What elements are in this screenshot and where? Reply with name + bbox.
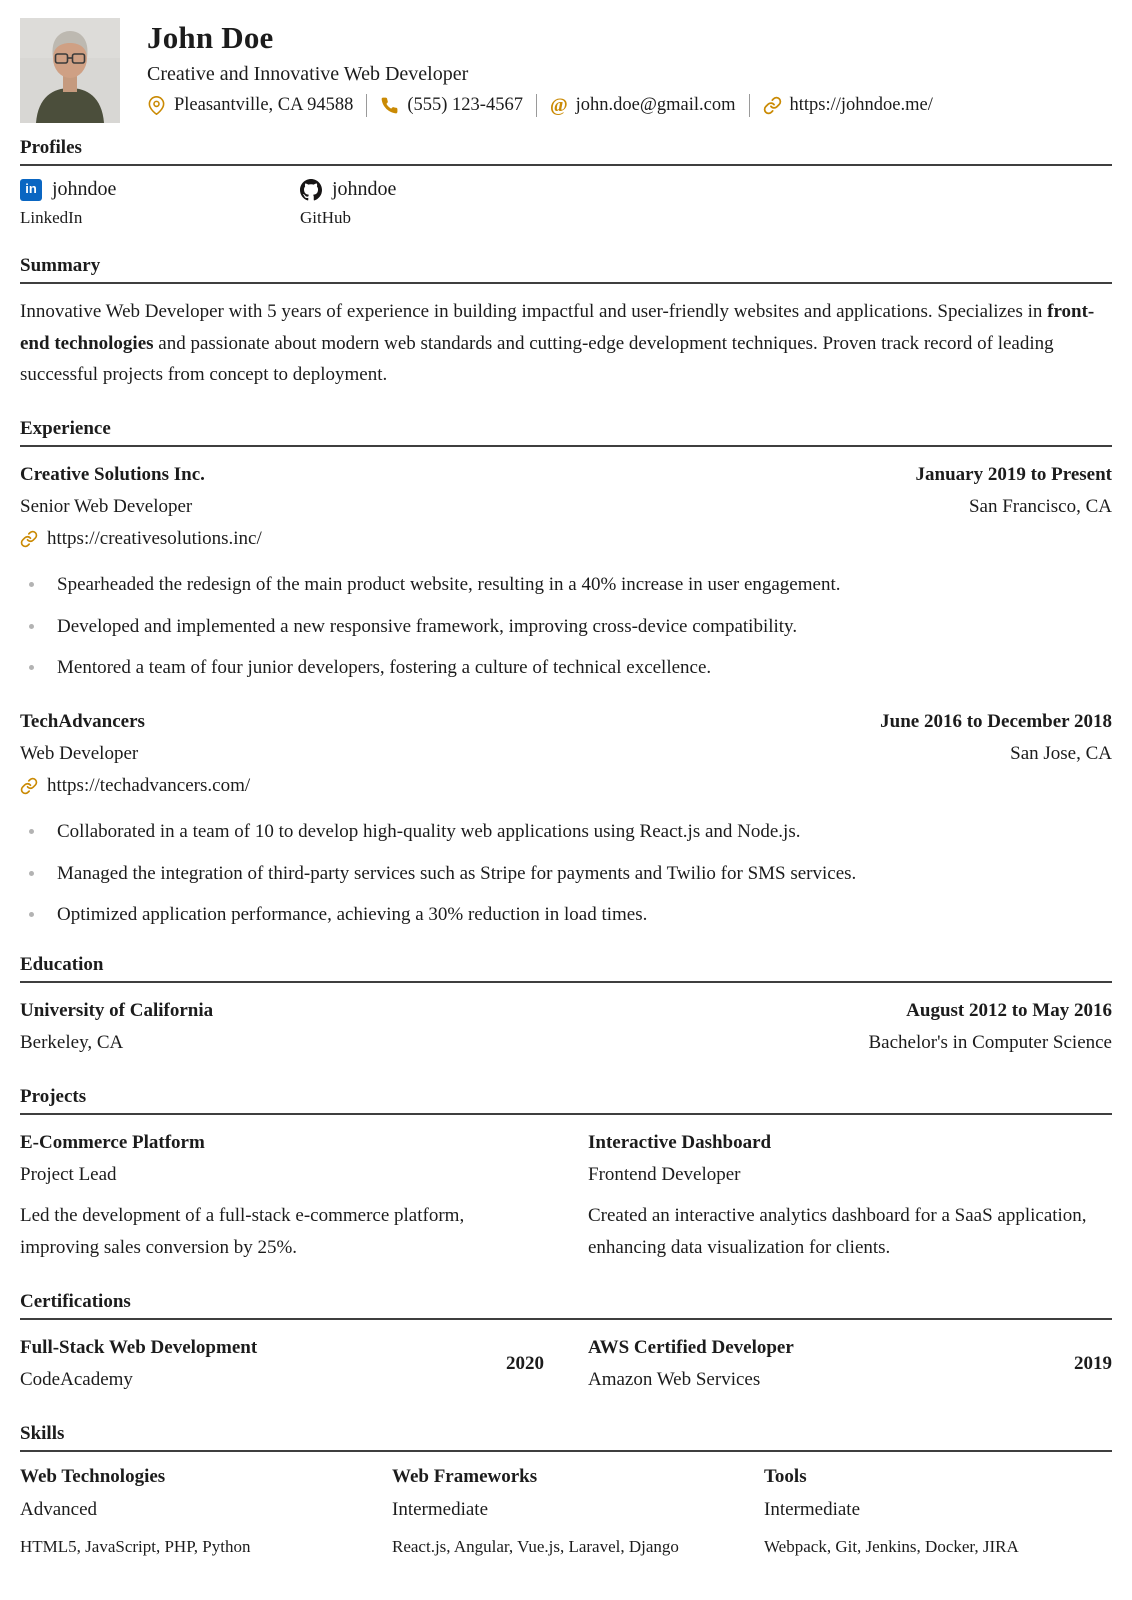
resume-header xyxy=(20,18,1112,123)
skill-item xyxy=(764,1464,1112,1557)
company-url[interactable]: https://techadvancers.com/ xyxy=(47,774,251,796)
skill-name: Web Frameworks xyxy=(392,1466,538,1488)
profile-network-label: GitHub xyxy=(300,208,351,227)
section-projects xyxy=(20,1086,1112,1264)
certification-name: AWS Certified Developer xyxy=(588,1337,794,1359)
job-location: San Jose, CA xyxy=(1010,743,1112,765)
bullet-item: Developed and implemented a new responsive framework, improving cross-device compatibility. xyxy=(20,615,1112,639)
summary-text-after: and passionate about modern web standards and cutting-edge development techniques. Proven track record of leading successful projects from concept to deployment. xyxy=(20,332,1054,386)
company-url[interactable]: https://creativesolutions.inc/ xyxy=(47,527,262,549)
profile-network-label: LinkedIn xyxy=(20,208,83,227)
position-title: Web Developer xyxy=(20,743,139,765)
profile-username[interactable]: johndoe xyxy=(332,178,397,200)
institution-name: University of California xyxy=(20,1000,214,1022)
skill-name: Tools xyxy=(764,1466,807,1488)
project-item xyxy=(20,1127,544,1264)
phone-icon xyxy=(380,96,399,115)
contact-phone[interactable] xyxy=(380,95,523,116)
summary-paragraph xyxy=(20,284,1112,391)
map-pin-icon xyxy=(147,96,166,115)
experience-item xyxy=(20,459,1112,680)
date-range: January 2019 to Present xyxy=(915,464,1112,486)
bullet-item: Collaborated in a team of 10 to develop high-quality web applications using React.js and Node.js. xyxy=(20,820,1112,844)
summary-text-before: Innovative Web Developer with 5 years of experience in building impactful and user-friendly websites and applications. Specializes in xyxy=(20,301,1048,322)
certification-issuer: CodeAcademy xyxy=(20,1369,133,1391)
skill-item xyxy=(20,1464,368,1557)
link-icon xyxy=(763,96,782,115)
company-name: Creative Solutions Inc. xyxy=(20,464,205,486)
profile-photo xyxy=(20,18,120,123)
degree: Bachelor's in Computer Science xyxy=(868,1032,1112,1053)
date-range: August 2012 to May 2016 xyxy=(906,1000,1112,1022)
section-certifications xyxy=(20,1291,1112,1396)
summary-bold-phrase: front-end technologies xyxy=(20,301,1095,354)
experience-bullets xyxy=(20,820,1112,927)
education-item xyxy=(20,995,1112,1059)
date-range: June 2016 to December 2018 xyxy=(880,711,1112,733)
skill-keywords: React.js, Angular, Vue.js, Laravel, Django xyxy=(392,1536,679,1556)
education-location: Berkeley, CA xyxy=(20,1032,124,1053)
profile-github xyxy=(300,178,580,228)
bullet-item: Optimized application performance, achieving a 30% reduction in load times. xyxy=(20,903,1112,927)
skill-keywords: Webpack, Git, Jenkins, Docker, JIRA xyxy=(764,1536,1019,1556)
certification-year: 2019 xyxy=(1074,1353,1112,1375)
divider xyxy=(536,94,537,117)
divider xyxy=(749,94,750,117)
link-icon xyxy=(20,777,38,795)
certification-item xyxy=(588,1332,1112,1396)
project-name: Interactive Dashboard xyxy=(588,1131,772,1153)
bullet-item: Managed the integration of third-party services such as Stripe for payments and Twilio for SMS services. xyxy=(20,862,1112,886)
certification-name: Full-Stack Web Development xyxy=(20,1337,258,1359)
contact-location xyxy=(147,95,353,116)
email-text: john.doe@gmail.com xyxy=(575,94,736,115)
job-location: San Francisco, CA xyxy=(968,496,1112,518)
profile-linkedin xyxy=(20,178,300,228)
person-name: John Doe xyxy=(147,20,274,55)
header-text xyxy=(147,18,933,117)
github-icon xyxy=(300,179,322,201)
link-icon xyxy=(20,530,38,548)
section-experience xyxy=(20,418,1112,927)
skill-item xyxy=(392,1464,740,1557)
profile-username[interactable]: johndoe xyxy=(52,178,117,200)
skill-level: Intermediate xyxy=(764,1498,861,1520)
section-profiles xyxy=(20,137,1112,228)
certification-item xyxy=(20,1332,544,1396)
certification-issuer: Amazon Web Services xyxy=(588,1369,761,1391)
contact-row xyxy=(147,94,933,117)
section-title-summary: Summary xyxy=(20,255,1112,284)
skill-level: Advanced xyxy=(20,1498,98,1520)
project-item xyxy=(588,1127,1112,1264)
company-name: TechAdvancers xyxy=(20,711,145,733)
bullet-item: Mentored a team of four junior developers, fostering a culture of technical excellence. xyxy=(20,656,1112,680)
section-title-projects: Projects xyxy=(20,1086,1112,1115)
skill-level: Intermediate xyxy=(392,1498,489,1520)
project-role: Frontend Developer xyxy=(588,1163,741,1185)
project-name: E-Commerce Platform xyxy=(20,1131,205,1153)
section-title-skills: Skills xyxy=(20,1423,1112,1452)
contact-website[interactable] xyxy=(763,95,933,116)
person-headline: Creative and Innovative Web Developer xyxy=(147,62,469,85)
at-icon: @ xyxy=(549,94,568,116)
linkedin-icon: in xyxy=(20,179,42,201)
experience-bullets xyxy=(20,573,1112,680)
contact-email[interactable] xyxy=(550,95,736,116)
skill-name: Web Technologies xyxy=(20,1466,166,1488)
website-text: https://johndoe.me/ xyxy=(789,94,933,115)
experience-item xyxy=(20,706,1112,927)
section-title-profiles: Profiles xyxy=(20,137,1112,166)
section-summary xyxy=(20,255,1112,391)
project-description: Created an interactive analytics dashboard for a SaaS application, enhancing data visualization for clients. xyxy=(588,1204,1087,1259)
section-skills xyxy=(20,1423,1112,1557)
certification-year: 2020 xyxy=(506,1353,544,1375)
section-education xyxy=(20,954,1112,1059)
bullet-item: Spearheaded the redesign of the main product website, resulting in a 40% increase in user engagement. xyxy=(20,573,1112,597)
section-title-certifications: Certifications xyxy=(20,1291,1112,1320)
location-text: Pleasantville, CA 94588 xyxy=(174,94,354,115)
position-title: Senior Web Developer xyxy=(20,496,193,518)
divider xyxy=(366,94,367,117)
project-role: Project Lead xyxy=(20,1163,117,1185)
project-description: Led the development of a full-stack e-commerce platform, improving sales conversion by 25%. xyxy=(20,1204,465,1259)
section-title-education: Education xyxy=(20,954,1112,983)
phone-text: (555) 123-4567 xyxy=(407,94,523,115)
skill-keywords: HTML5, JavaScript, PHP, Python xyxy=(20,1536,251,1556)
section-title-experience: Experience xyxy=(20,418,1112,447)
